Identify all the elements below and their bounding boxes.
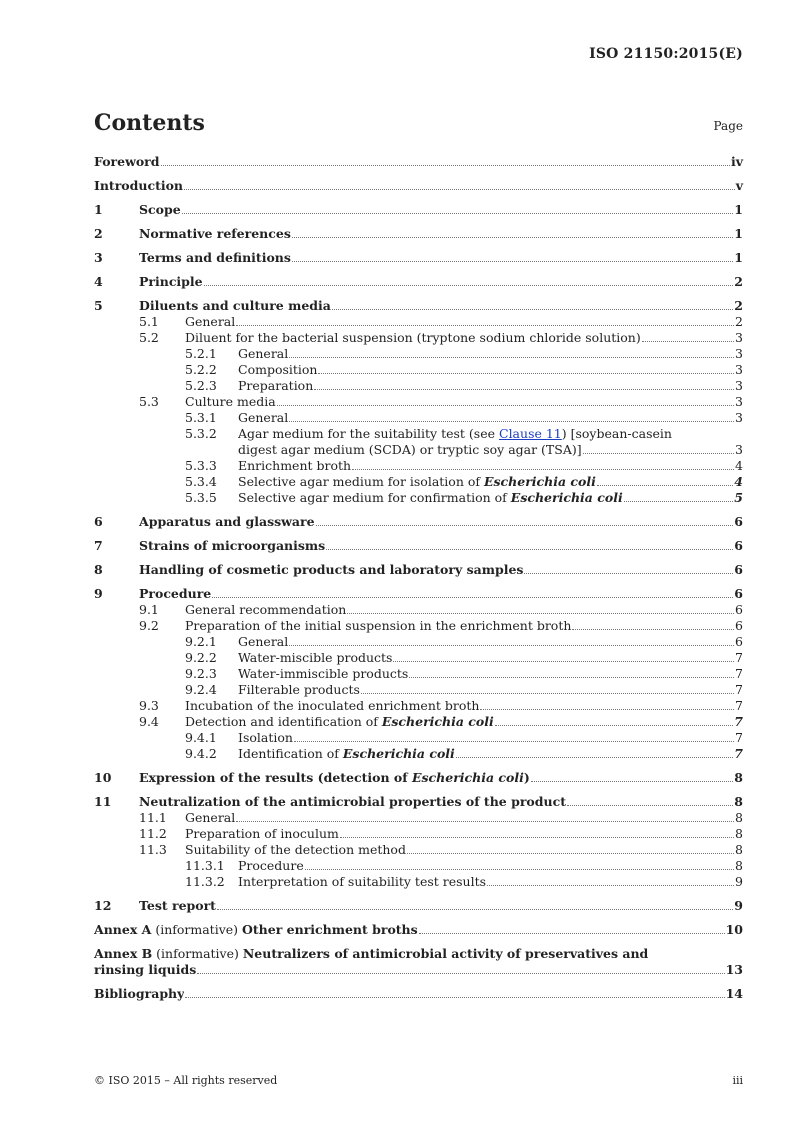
document-id: ISO 21150:2015(E) xyxy=(589,46,743,62)
toc-number: 12 xyxy=(94,898,112,913)
toc-page: 7 xyxy=(735,698,743,713)
toc-entry-6[interactable] xyxy=(94,514,743,530)
toc-title: Introduction xyxy=(94,178,184,193)
toc-title: Test report xyxy=(139,898,216,913)
toc-entry-9-1[interactable] xyxy=(94,602,743,618)
toc-title: Composition xyxy=(238,362,318,377)
toc-title xyxy=(238,474,596,490)
dot-leader xyxy=(361,693,734,694)
toc-entry-5-1[interactable] xyxy=(94,314,743,330)
toc-page: 8 xyxy=(735,810,743,825)
dot-leader xyxy=(184,189,735,190)
toc-number: 9.2 xyxy=(139,618,159,633)
toc-number: 11 xyxy=(94,794,112,809)
toc-title: Incubation of the inoculated enrichment broth xyxy=(185,698,480,713)
toc-entry-11-3-2[interactable] xyxy=(94,874,743,890)
toc-title: Water-immiscible products xyxy=(238,666,409,681)
toc-entry-5-2-3[interactable] xyxy=(94,378,743,394)
toc-title: Filterable products xyxy=(238,682,360,697)
toc-title: Water-miscible products xyxy=(238,650,393,665)
toc-number: 5.2.3 xyxy=(185,378,217,393)
dot-leader xyxy=(456,757,733,758)
toc-entry-9-2-1[interactable] xyxy=(94,634,743,650)
toc-entry-11-3-1[interactable] xyxy=(94,858,743,874)
toc-number: 9.4 xyxy=(139,714,159,729)
toc-title: Bibliography xyxy=(94,986,185,1001)
toc-title: Handling of cosmetic products and laboratory samples xyxy=(139,562,524,577)
toc-title: General xyxy=(238,346,289,361)
toc-number: 9.2.1 xyxy=(185,634,217,649)
toc-title: Apparatus and glassware xyxy=(139,514,315,529)
dot-leader xyxy=(212,597,733,598)
toc-page: 8 xyxy=(734,770,743,785)
toc-page: 3 xyxy=(735,362,743,377)
toc-entry-bibliography[interactable] xyxy=(94,986,743,1002)
toc-title: Terms and definitions xyxy=(139,250,291,265)
toc-title xyxy=(94,922,418,938)
dot-leader xyxy=(419,933,725,934)
dot-leader xyxy=(292,261,733,262)
toc-page: 6 xyxy=(735,634,743,649)
toc-entry-5-3-5[interactable] xyxy=(94,490,743,506)
dot-leader xyxy=(204,285,734,286)
dot-leader xyxy=(185,997,724,998)
toc-page: 6 xyxy=(734,586,743,601)
toc-number: 8 xyxy=(94,562,103,577)
dot-leader xyxy=(572,629,734,630)
toc-page: 3 xyxy=(735,410,743,425)
toc-entry-annex-a[interactable] xyxy=(94,922,743,938)
dot-leader xyxy=(332,309,733,310)
toc-entry-12[interactable] xyxy=(94,898,743,914)
toc-title: Preparation of inoculum xyxy=(185,826,339,841)
toc-title: Foreword xyxy=(94,154,160,169)
toc-title-part: Selective agar medium for confirmation of xyxy=(238,490,511,505)
toc-title: Suitability of the detection method xyxy=(185,842,406,857)
annex-label: Annex B xyxy=(94,946,153,961)
toc-page: 5 xyxy=(734,490,743,505)
toc-page: 3 xyxy=(735,394,743,409)
toc-title-part: Expression of the results (detection of xyxy=(139,770,412,785)
toc-title-part: Detection and identification of xyxy=(185,714,382,729)
toc-number: 5.2.1 xyxy=(185,346,217,361)
toc-entry-5-3-2[interactable] xyxy=(94,426,743,442)
toc-title: Strains of microorganisms xyxy=(139,538,326,553)
toc-entry-9[interactable] xyxy=(94,586,743,602)
toc-entry-5-2-1[interactable] xyxy=(94,346,743,362)
toc-number: 2 xyxy=(94,226,103,241)
dot-leader xyxy=(318,373,734,374)
toc-page: 14 xyxy=(725,986,743,1001)
toc-title: Enrichment broth xyxy=(238,458,352,473)
toc-page: 1 xyxy=(734,250,743,265)
toc-page: v xyxy=(735,178,743,193)
toc-number: 9.1 xyxy=(139,602,159,617)
organism-name: Escherichia coli xyxy=(381,714,494,729)
toc-title xyxy=(185,714,494,730)
toc-entry-9-2[interactable] xyxy=(94,618,743,634)
toc-title: General xyxy=(238,634,289,649)
toc-entry-annex-b[interactable] xyxy=(94,946,743,962)
toc-number: 5.3.4 xyxy=(185,474,217,489)
toc-page: 4 xyxy=(735,458,743,473)
copyright-notice: © ISO 2015 – All rights reserved xyxy=(94,1074,278,1087)
dot-leader xyxy=(289,645,734,646)
toc-number: 11.2 xyxy=(139,826,167,841)
toc-number: 10 xyxy=(94,770,112,785)
dot-leader xyxy=(480,709,734,710)
toc-number: 5.2.2 xyxy=(185,362,217,377)
toc-number: 5.1 xyxy=(139,314,159,329)
toc-entry-5-2[interactable] xyxy=(94,330,743,346)
dot-leader xyxy=(277,405,734,406)
dot-leader xyxy=(305,869,734,870)
dot-leader xyxy=(161,165,730,166)
toc-page: iv xyxy=(730,154,743,169)
toc-number: 6 xyxy=(94,514,103,529)
toc-page: 9 xyxy=(735,874,743,889)
toc-entry-5-3-1[interactable] xyxy=(94,410,743,426)
dot-leader xyxy=(289,421,734,422)
toc-title xyxy=(238,490,623,506)
annex-type: (informative) xyxy=(152,946,243,961)
toc-number: 4 xyxy=(94,274,103,289)
toc-number: 5.3.2 xyxy=(185,426,217,441)
toc-entry-5-3-2-continued[interactable] xyxy=(94,442,743,458)
toc-number: 3 xyxy=(94,250,103,265)
toc-number: 9.3 xyxy=(139,698,159,713)
toc-title-part: ) [soybean-casein xyxy=(561,426,672,441)
toc-entry-9-4[interactable] xyxy=(94,714,743,730)
toc-title: Neutralization of the antimicrobial properties of the product xyxy=(139,794,566,809)
dot-leader xyxy=(292,237,733,238)
page-number: iii xyxy=(732,1074,743,1087)
dot-leader xyxy=(347,613,734,614)
dot-leader xyxy=(409,677,734,678)
toc-entry-9-2-4[interactable] xyxy=(94,682,743,698)
table-of-contents xyxy=(94,154,743,1002)
toc-number: 5.3.3 xyxy=(185,458,217,473)
toc-page: 2 xyxy=(734,298,743,313)
toc-entry-11-3[interactable] xyxy=(94,842,743,858)
toc-title-part: ) xyxy=(523,770,530,785)
toc-page: 7 xyxy=(734,714,743,729)
toc-number: 11.3.1 xyxy=(185,858,225,873)
toc-title: General xyxy=(185,314,236,329)
toc-entry-10[interactable] xyxy=(94,770,743,786)
toc-page: 3 xyxy=(735,442,743,457)
toc-title xyxy=(238,426,672,442)
dot-leader xyxy=(495,725,734,726)
toc-title: Isolation xyxy=(238,730,293,745)
toc-title xyxy=(238,746,455,762)
toc-entry-9-3[interactable] xyxy=(94,698,743,714)
organism-name: Escherichia coli xyxy=(342,746,455,761)
toc-page: 2 xyxy=(735,314,743,329)
dot-leader xyxy=(326,549,733,550)
toc-page: 9 xyxy=(734,898,743,913)
organism-name: Escherichia coli xyxy=(483,474,596,489)
dot-leader xyxy=(524,573,733,574)
toc-entry-5-2-2[interactable] xyxy=(94,362,743,378)
toc-page: 3 xyxy=(735,346,743,361)
toc-number: 5.3.1 xyxy=(185,410,217,425)
dot-leader xyxy=(340,837,734,838)
toc-number: 5.2 xyxy=(139,330,159,345)
toc-number: 5.3 xyxy=(139,394,159,409)
toc-entry-introduction[interactable] xyxy=(94,178,743,194)
toc-title xyxy=(139,770,530,786)
dot-leader xyxy=(294,741,734,742)
toc-page: 6 xyxy=(734,562,743,577)
toc-title: Culture media xyxy=(185,394,276,409)
toc-page: 8 xyxy=(735,858,743,873)
toc-title: Scope xyxy=(139,202,181,217)
toc-entry-5-3[interactable] xyxy=(94,394,743,410)
toc-number: 11.3.2 xyxy=(185,874,225,889)
dot-leader xyxy=(393,661,734,662)
toc-number: 1 xyxy=(94,202,103,217)
toc-page: 8 xyxy=(734,794,743,809)
toc-page: 7 xyxy=(735,730,743,745)
toc-number: 7 xyxy=(94,538,103,553)
toc-number: 11.3 xyxy=(139,842,167,857)
toc-entry-9-4-1[interactable] xyxy=(94,730,743,746)
toc-entry-2[interactable] xyxy=(94,226,743,242)
toc-title: Preparation of the initial suspension in the enrichment broth xyxy=(185,618,572,633)
toc-page: 6 xyxy=(735,602,743,617)
toc-entry-4[interactable] xyxy=(94,274,743,290)
dot-leader xyxy=(531,781,733,782)
toc-page: 3 xyxy=(735,378,743,393)
toc-page: 1 xyxy=(734,202,743,217)
dot-leader xyxy=(583,453,734,454)
toc-number: 9.2.3 xyxy=(185,666,217,681)
toc-entry-5-3-3[interactable] xyxy=(94,458,743,474)
dot-leader xyxy=(407,853,734,854)
toc-title: Principle xyxy=(139,274,203,289)
dot-leader xyxy=(314,389,734,390)
toc-title-part: Identification of xyxy=(238,746,343,761)
toc-title: digest agar medium (SCDA) or tryptic soy agar (TSA)] xyxy=(238,442,582,457)
toc-page: 10 xyxy=(725,922,743,937)
toc-number: 11.1 xyxy=(139,810,167,825)
page-column-label: Page xyxy=(713,119,743,133)
dot-leader xyxy=(642,341,734,342)
toc-title: Procedure xyxy=(139,586,212,601)
annex-title: Other enrichment broths xyxy=(242,922,418,937)
toc-entry-11[interactable] xyxy=(94,794,743,810)
toc-number: 9 xyxy=(94,586,103,601)
toc-title: Diluent for the bacterial suspension (tryptone sodium chloride solution) xyxy=(185,330,641,345)
toc-number: 9.2.2 xyxy=(185,650,217,665)
toc-entry-1[interactable] xyxy=(94,202,743,218)
dot-leader xyxy=(316,525,734,526)
dot-leader xyxy=(217,909,733,910)
dot-leader xyxy=(182,213,734,214)
annex-label: Annex A xyxy=(94,922,152,937)
toc-entry-11-2[interactable] xyxy=(94,826,743,842)
toc-page: 7 xyxy=(735,666,743,681)
toc-title: rinsing liquids xyxy=(94,962,197,977)
toc-entry-3[interactable] xyxy=(94,250,743,266)
organism-name: Escherichia coli xyxy=(510,490,623,505)
toc-title-part: Selective agar medium for isolation of xyxy=(238,474,484,489)
toc-title: Procedure xyxy=(238,858,304,873)
toc-number: 5.3.5 xyxy=(185,490,217,505)
toc-page: 6 xyxy=(734,514,743,529)
toc-page: 3 xyxy=(735,330,743,345)
toc-page: 7 xyxy=(735,650,743,665)
toc-page: 2 xyxy=(734,274,743,289)
toc-page: 8 xyxy=(735,826,743,841)
dot-leader xyxy=(236,821,734,822)
toc-entry-7[interactable] xyxy=(94,538,743,554)
toc-title: Diluents and culture media xyxy=(139,298,331,313)
contents-title: Contents xyxy=(94,110,205,136)
toc-entry-foreword[interactable] xyxy=(94,154,743,170)
annex-title: Neutralizers of antimicrobial activity of preservatives and xyxy=(242,946,649,961)
contents-heading xyxy=(94,110,743,144)
toc-page: 6 xyxy=(734,538,743,553)
toc-title: General xyxy=(185,810,236,825)
toc-title: Preparation xyxy=(238,378,314,393)
toc-entry-9-4-2[interactable] xyxy=(94,746,743,762)
dot-leader xyxy=(567,805,733,806)
toc-entry-8[interactable] xyxy=(94,562,743,578)
toc-page: 1 xyxy=(734,226,743,241)
toc-page: 7 xyxy=(735,682,743,697)
toc-number: 5 xyxy=(94,298,103,313)
toc-page: 8 xyxy=(735,842,743,857)
toc-page: 13 xyxy=(725,962,743,977)
toc-number: 9.4.2 xyxy=(185,746,217,761)
toc-number: 9.4.1 xyxy=(185,730,217,745)
clause-11-link[interactable]: Clause 11 xyxy=(499,426,562,441)
dot-leader xyxy=(289,357,734,358)
dot-leader xyxy=(597,485,733,486)
toc-entry-annex-b-continued[interactable] xyxy=(94,962,743,978)
toc-entry-5[interactable] xyxy=(94,298,743,314)
organism-name: Escherichia coli xyxy=(411,770,524,785)
toc-number: 9.2.4 xyxy=(185,682,217,697)
toc-title: Interpretation of suitability test results xyxy=(238,874,487,889)
toc-title-part: Agar medium for the suitability test (see xyxy=(238,426,499,441)
toc-page: 7 xyxy=(734,746,743,761)
dot-leader xyxy=(352,469,734,470)
toc-entry-5-3-4[interactable] xyxy=(94,474,743,490)
toc-title: General xyxy=(238,410,289,425)
dot-leader xyxy=(487,885,734,886)
toc-entry-9-2-2[interactable] xyxy=(94,650,743,666)
dot-leader xyxy=(624,501,734,502)
annex-type: (informative) xyxy=(151,922,243,937)
toc-title: Normative references xyxy=(139,226,291,241)
toc-title: General recommendation xyxy=(185,602,347,617)
dot-leader xyxy=(236,325,734,326)
toc-page: 4 xyxy=(734,474,743,489)
dot-leader xyxy=(197,973,724,974)
toc-entry-11-1[interactable] xyxy=(94,810,743,826)
toc-entry-9-2-3[interactable] xyxy=(94,666,743,682)
toc-page: 6 xyxy=(735,618,743,633)
